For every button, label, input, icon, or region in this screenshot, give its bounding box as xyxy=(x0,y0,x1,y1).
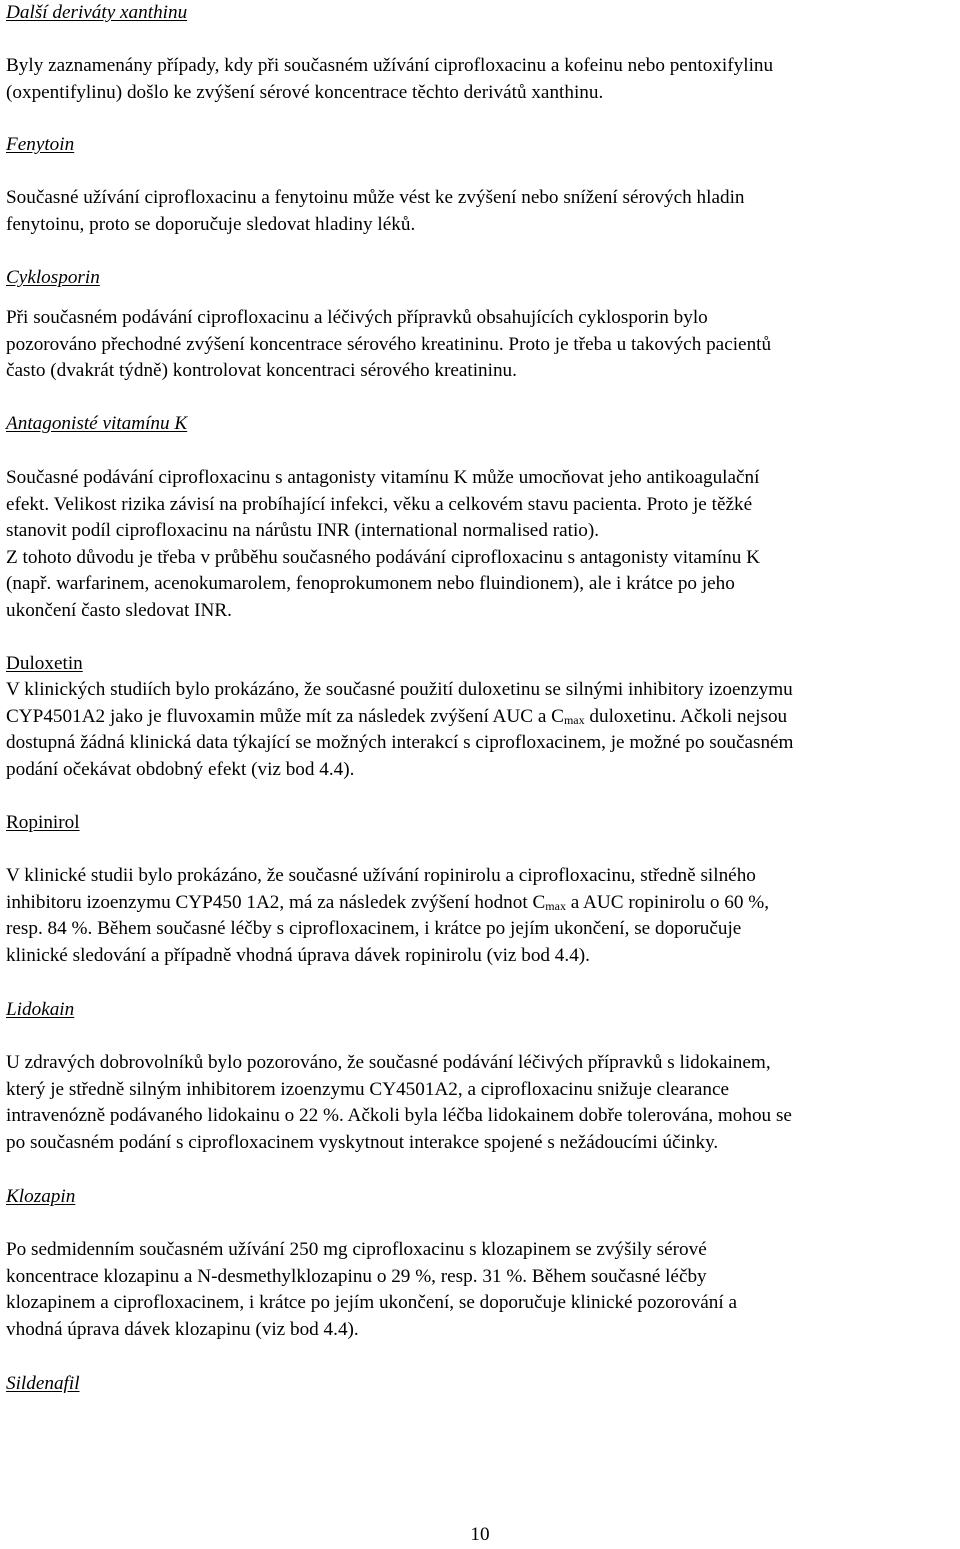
text-line: Z tohoto důvodu je třeba v průběhu současného podávání ciprofloxacinu s antagonisty vitamínu K xyxy=(6,546,761,568)
text-line: Po sedmidenním současném užívání 250 mg ciprofloxacinu s klozapinem se zvýšily sérové xyxy=(6,1239,707,1260)
subscript: max xyxy=(545,898,566,913)
section-heading-clozapine: Klozapin xyxy=(6,1186,76,1207)
text-line: který je středně silným inhibitorem izoenzymu CY4501A2, a ciprofloxacinu snižuje clearance xyxy=(6,1078,730,1100)
text-line: po současném podání s ciprofloxacinem vyskytnout interakce spojené s nežádoucími účinky. xyxy=(6,1131,719,1153)
section-heading-cyclosporine: Cyklosporin xyxy=(6,267,100,288)
text-line: klozapinem a ciprofloxacinem, i krátce po jejím ukončení, se doporučuje klinické pozorování a xyxy=(6,1292,737,1314)
text-line: dostupná žádná klinická data týkající se možných interakcí s ciprofloxacinem, je možné po současném xyxy=(6,732,794,754)
text-line: fenytoinu, proto se doporučuje sledovat hladiny léků. xyxy=(6,213,416,235)
text-line: podání očekávat obdobný efekt (viz bod 4.4). xyxy=(6,758,355,780)
text-line xyxy=(6,890,769,917)
paragraph-vitamin-k-antagonists xyxy=(6,465,760,625)
text-fragment: CYP4501A2 jako je fluvoxamin může mít za následek zvýšení AUC a C xyxy=(6,705,564,727)
paragraph-lidocaine xyxy=(6,1050,792,1156)
text-line: intravenózně podávaného lidokainu o 22 %. Ačkoli byla léčba lidokainem dobře tolerována, mohou se xyxy=(6,1105,792,1127)
page-number: 10 xyxy=(470,1524,490,1545)
text-line: koncentrace klozapinu a N-desmethylklozapinu o 29 %, resp. 31 %. Během současné léčby xyxy=(6,1265,707,1287)
text-line xyxy=(6,704,793,731)
text-line: Současné podávání ciprofloxacinu s antagonisty vitamínu K může umocňovat jeho antikoagulační xyxy=(6,467,760,488)
section-heading-vitamin-k-antagonists: Antagonisté vitamínu K xyxy=(6,413,188,434)
paragraph-duloxetine xyxy=(6,677,793,783)
section-heading-sildenafil: Sildenafil xyxy=(6,1373,80,1394)
text-line: U zdravých dobrovolníků bylo pozorováno, že současné podávání léčivých přípravků s lidokainem, xyxy=(6,1052,771,1073)
paragraph-phenytoin xyxy=(6,185,745,238)
text-line: Byly zaznamenány případy, kdy při současném užívání ciprofloxacinu a kofeinu nebo pentoxifylinu xyxy=(6,55,774,76)
paragraph-xanthine-derivatives xyxy=(6,53,773,106)
text-line: Současné užívání ciprofloxacinu a fenytoinu může vést ke zvýšení nebo snížení sérových hladin xyxy=(6,187,745,208)
paragraph-clozapine xyxy=(6,1237,737,1343)
section-heading-ropinirole: Ropinirol xyxy=(6,812,80,833)
section-heading-lidocaine: Lidokain xyxy=(6,999,75,1020)
section-heading-xanthine-derivatives: Další deriváty xanthinu xyxy=(6,2,188,23)
subscript: max xyxy=(563,712,585,727)
text-line: V klinických studiích bylo prokázáno, že současné použití duloxetinu se silnými inhibitory izoenzymu xyxy=(6,679,793,700)
text-line: (oxpentifylinu) došlo ke zvýšení sérové koncentrace těchto derivátů xanthinu. xyxy=(6,81,604,103)
text-line: vhodná úprava dávek klozapinu (viz bod 4.4). xyxy=(6,1318,359,1340)
text-fragment: a AUC ropinirolu o 60 %, xyxy=(565,891,770,913)
text-line: ukončení často sledovat INR. xyxy=(6,599,232,621)
text-line: efekt. Velikost rizika závisí na probíhající infekci, věku a celkovém stavu pacienta. Proto je těžké xyxy=(6,493,753,515)
text-line: V klinické studii bylo prokázáno, že současné užívání ropinirolu a ciprofloxacinu, středně silného xyxy=(6,865,756,886)
text-line: Při současném podávání ciprofloxacinu a léčivých přípravků obsahujících cyklosporin bylo xyxy=(6,307,708,328)
section-heading-duloxetine: Duloxetin xyxy=(6,653,83,674)
paragraph-cyclosporine xyxy=(6,305,771,385)
text-line: pozorováno přechodné zvýšení koncentrace sérového kreatininu. Proto je třeba u takových pacientů xyxy=(6,333,772,355)
text-line: resp. 84 %. Během současné léčby s ciprofloxacinem, i krátce po jejím ukončení, se doporučuje xyxy=(6,918,742,940)
text-line: (např. warfarinem, acenokumarolem, fenoprokumonem nebo fluindionem), ale i krátce po jeho xyxy=(6,573,735,595)
section-heading-phenytoin: Fenytoin xyxy=(6,134,75,155)
text-line: klinické sledování a případně vhodná úprava dávek ropinirolu (viz bod 4.4). xyxy=(6,944,590,966)
text-line: často (dvakrát týdně) kontrolovat koncentraci sérového kreatininu. xyxy=(6,360,517,382)
paragraph-ropinirole xyxy=(6,863,769,969)
text-fragment: inhibitoru izoenzymu CYP450 1A2, má za následek zvýšení hodnot C xyxy=(6,891,546,913)
text-line: stanovit podíl ciprofloxacinu na nárůstu INR (international normalised ratio). xyxy=(6,520,600,542)
text-fragment: duloxetinu. Ačkoli nejsou xyxy=(584,705,788,727)
